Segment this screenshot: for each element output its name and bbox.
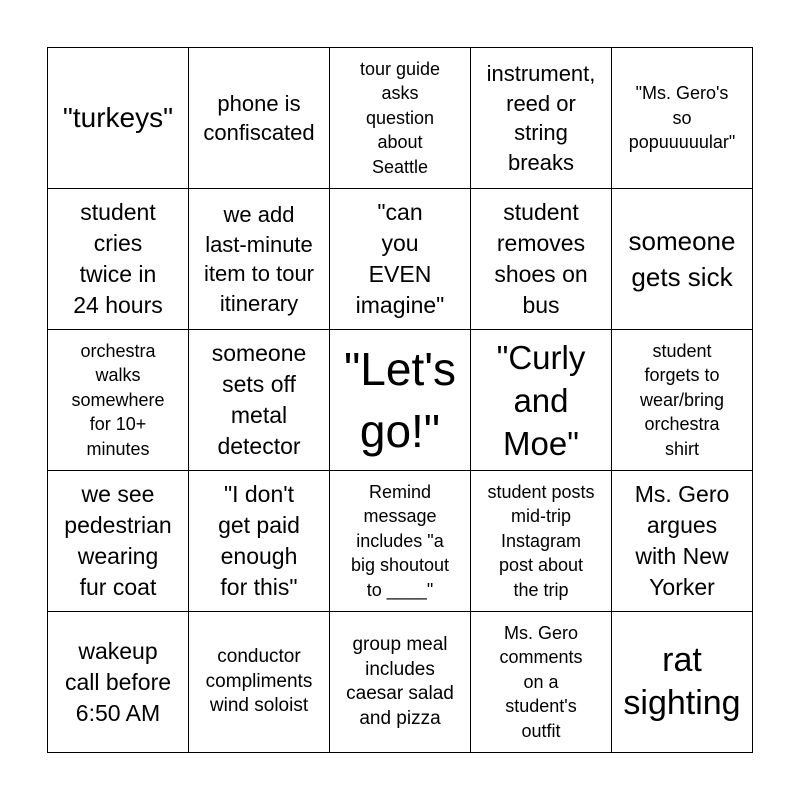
bingo-board xyxy=(47,47,753,753)
bingo-cell-6[interactable] xyxy=(48,189,189,330)
bingo-cell-text: phone is confiscated xyxy=(203,90,315,145)
bingo-cell-text: we add last-minute item to tour itinerary xyxy=(203,202,315,316)
bingo-cell-21[interactable] xyxy=(48,612,189,753)
bingo-cell-2[interactable] xyxy=(189,48,330,189)
bingo-cell-text: conductor compliments wind soloist xyxy=(205,646,313,717)
bingo-cell-19[interactable] xyxy=(471,471,612,612)
bingo-cell-text: Remind message includes "a big shoutout to ____" xyxy=(350,481,450,600)
bingo-cell-text: student forgets to wear/bring orchestra shirt xyxy=(639,340,725,459)
bingo-cell-text: rat sighting xyxy=(623,641,741,722)
bingo-cell-5[interactable] xyxy=(612,48,753,189)
bingo-cell-23[interactable] xyxy=(330,612,471,753)
bingo-cell-11[interactable] xyxy=(48,330,189,471)
bingo-cell-text: Ms. Gero argues with New Yorker xyxy=(634,481,730,600)
bingo-cell-text: "I don't get paid enough for this" xyxy=(218,481,300,600)
bingo-cell-text: tour guide asks question about Seattle xyxy=(359,58,441,177)
bingo-cell-text: someone sets off metal detector xyxy=(211,340,307,459)
bingo-cell-17[interactable] xyxy=(189,471,330,612)
bingo-cell-text: student posts mid-trip Instagram post about the trip xyxy=(487,481,595,600)
bingo-cell-9[interactable] xyxy=(471,189,612,330)
bingo-cell-text: group meal includes caesar salad and pizza xyxy=(346,634,454,729)
bingo-cell-text: "turkeys" xyxy=(62,102,174,133)
bingo-cell-text: "Ms. Gero's so popuuuuular" xyxy=(628,83,736,153)
bingo-cell-text: "Curly and Moe" xyxy=(496,338,586,462)
bingo-cell-text: we see pedestrian wearing fur coat xyxy=(64,481,172,600)
bingo-cell-3[interactable] xyxy=(330,48,471,189)
bingo-cell-4[interactable] xyxy=(471,48,612,189)
bingo-cell-text: orchestra walks somewhere for 10+ minutes xyxy=(71,340,165,459)
bingo-cell-16[interactable] xyxy=(48,471,189,612)
bingo-cell-text: instrument, reed or string breaks xyxy=(486,61,596,175)
bingo-cell-24[interactable] xyxy=(471,612,612,753)
bingo-cell-15[interactable] xyxy=(612,330,753,471)
bingo-cell-18[interactable] xyxy=(330,471,471,612)
bingo-cell-20[interactable] xyxy=(612,471,753,612)
bingo-cell-22[interactable] xyxy=(189,612,330,753)
bingo-cell-text: someone gets sick xyxy=(628,226,736,292)
bingo-cell-text: "can you EVEN imagine" xyxy=(355,199,445,318)
bingo-cell-text: wakeup call before 6:50 AM xyxy=(64,637,172,726)
bingo-cell-14[interactable] xyxy=(471,330,612,471)
bingo-cell-text: student removes shoes on bus xyxy=(494,199,588,318)
bingo-cell-12[interactable] xyxy=(189,330,330,471)
bingo-cell-text: Ms. Gero comments on a student's outfit xyxy=(499,622,583,741)
bingo-cell-10[interactable] xyxy=(612,189,753,330)
bingo-cell-1[interactable] xyxy=(48,48,189,189)
bingo-cell-text: "Let's go!" xyxy=(343,343,457,457)
bingo-cell-8[interactable] xyxy=(330,189,471,330)
bingo-cell-7[interactable] xyxy=(189,189,330,330)
bingo-cell-13[interactable] xyxy=(330,330,471,471)
bingo-cell-25[interactable] xyxy=(612,612,753,753)
bingo-cell-text: student cries twice in 24 hours xyxy=(73,199,163,318)
